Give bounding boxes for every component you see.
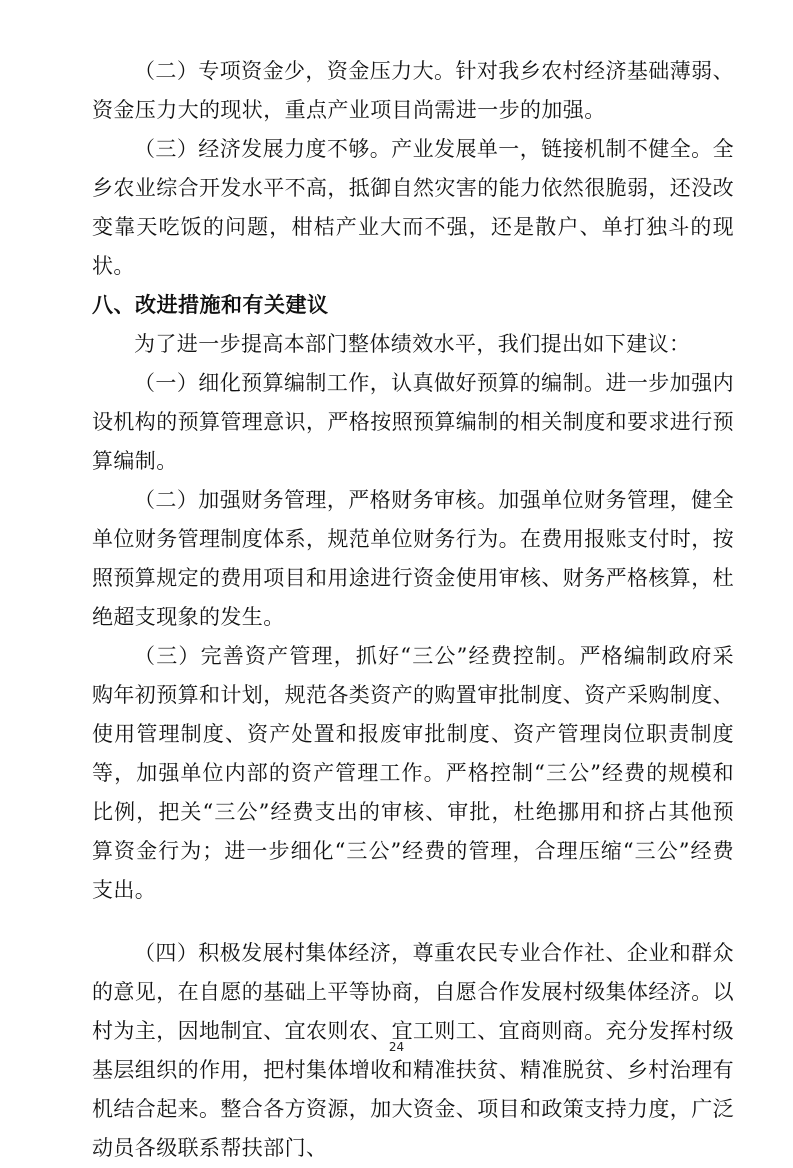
paragraph-asset-management: （三）完善资产管理，抓好“三公”经费控制。严格编制政府采购年初预算和计划，规范各类资产的购置审批制度、资产采购制度、使用管理制度、资产处置和报废审批制度、资产管理岗位职责制度等，加强单位内部的资产管理工作。严格控制“三公”经费的规模和比例，把关“三公”经费支出的审核、审批，杜绝挪用和挤占其他预算资金行为；进一步细化“三公”经费的管理，合理压缩“三公”经费支出。 bbox=[92, 644, 734, 902]
section-heading-improvements: 八、改进措施和有关建议 bbox=[92, 293, 329, 317]
document-body bbox=[92, 52, 734, 1168]
page-number: 24 bbox=[388, 1040, 405, 1054]
paragraph-financial-management: （二）加强财务管理，严格财务审核。加强单位财务管理，健全单位财务管理制度体系，规范单位财务行为。在费用报账支付时，按照预算规定的费用项目和用途进行资金使用审核、财务严格核算，杜绝超支现象的发生。 bbox=[92, 488, 734, 629]
paragraph-budget-preparation: （一）细化预算编制工作，认真做好预算的编制。进一步加强内设机构的预算管理意识，严格按照预算编制的相关制度和要求进行预算编制。 bbox=[92, 371, 734, 473]
paragraph-spacer bbox=[92, 910, 734, 934]
paragraph-economic-development: （三）经济发展力度不够。产业发展单一，链接机制不健全。全乡农业综合开发水平不高，抵御自然灾害的能力依然很脆弱，还没改变靠天吃饭的问题，柑桔产业大而不强，还是散户、单打独斗的现状。 bbox=[92, 137, 734, 278]
paragraph-collective-economy: （四）积极发展村集体经济，尊重农民专业合作社、企业和群众的意见，在自愿的基础上平等协商，自愿合作发展村级集体经济。以村为主，因地制宜、宜农则农、宜工则工、宜商则商。充分发挥村级基层组织的作用，把村集体增收和精准扶贫、精准脱贫、乡村治理有机结合起来。整合各方资源，加大资金、项目和政策支持力度，广泛动员各级联系帮扶部门、 bbox=[92, 941, 734, 1160]
paragraph-special-funds: （二）专项资金少，资金压力大。针对我乡农村经济基础薄弱、资金压力大的现状，重点产业项目尚需进一步的加强。 bbox=[92, 59, 734, 122]
paragraph-intro-suggestions: 为了进一步提高本部门整体绩效水平，我们提出如下建议： bbox=[134, 332, 691, 356]
